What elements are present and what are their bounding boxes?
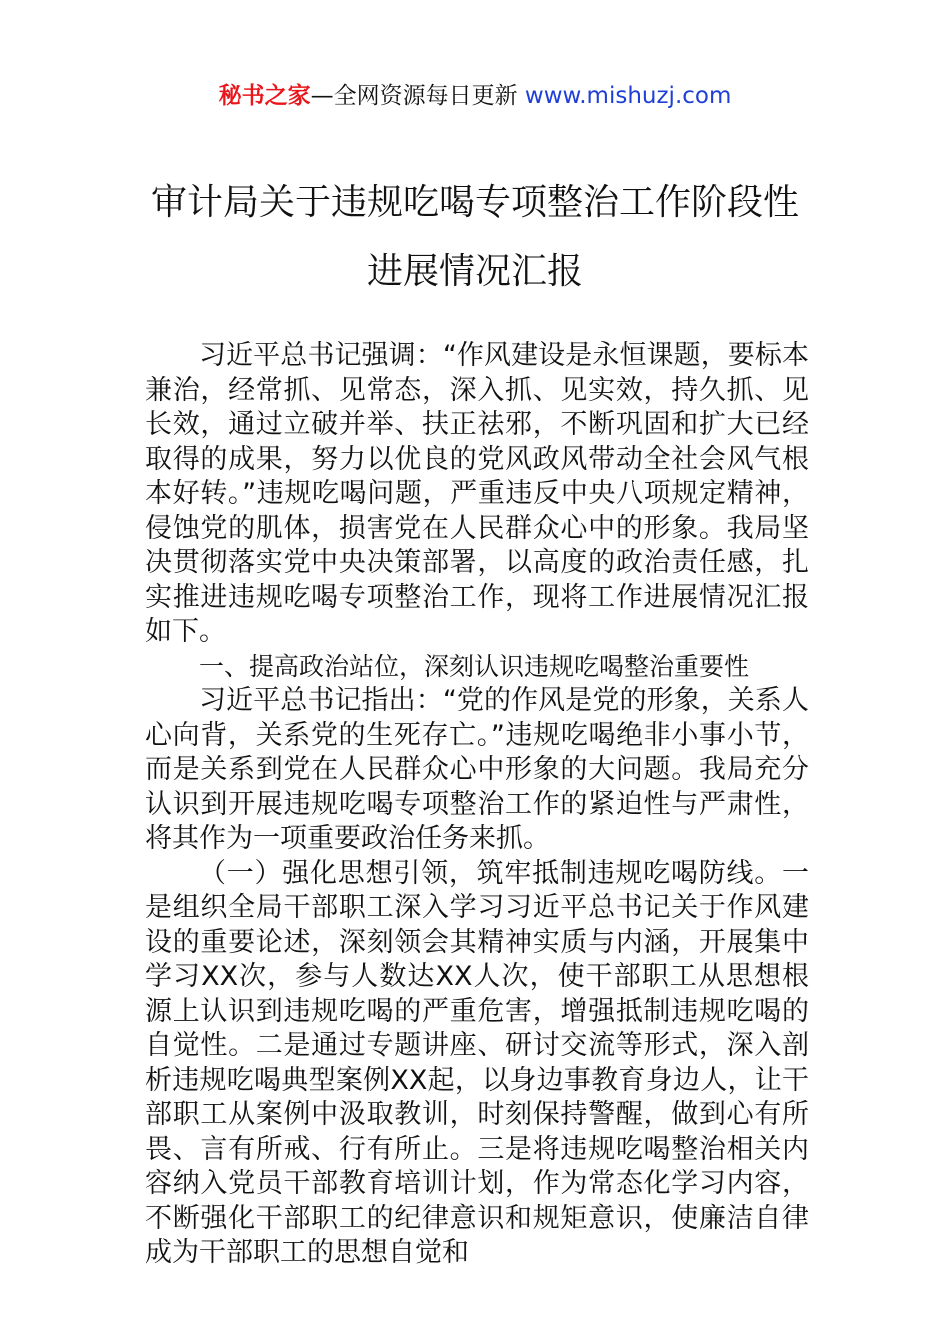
document-title-line-1: 审计局关于违规吃喝专项整治工作阶段性 [150,182,799,223]
site-header [0,80,950,112]
subsection-1-paragraph: （一）强化思想引领，筑牢抵制违规吃喝防线。一是组织全局干部职工深入学习习近平总书记关于作风建设的重要论述，深刻领会其精神实质与内涵，开展集中学习XX次，参与人数达XX人次，使干部职工从思想根源上认识到违规吃喝的严重危害，增强抵制违规吃喝的自觉性。二是通过专题讲座、研讨交流等形式，深入剖析违规吃喝典型案例XX起，以身边事教育身边人，让干部职工从案例中汲取教训，时刻保持警醒，做到心有所畏、言有所戒、行有所止。三是将违规吃喝整治相关内容纳入党员干部教育培训计划，作为常态化学习内容，不断强化干部职工的纪律意识和规矩意识，使廉洁自律成为干部职工的思想自觉和 [145,857,809,1268]
brand-name: 秘书之家 [218,83,311,109]
site-url-link[interactable]: www.mishuzj.com [524,83,732,109]
section-1-paragraph: 习近平总书记指出：“党的作风是党的形象，关系人心向背，关系党的生死存亡。”违规吃喝绝非小事小节，而是关系到党在人民群众心中形象的大问题。我局充分认识到开展违规吃喝专项整治工作的紧迫性与严肃性，将其作为一项重要政治任务来抓。 [145,685,809,854]
document-title-line-2: 进展情况汇报 [366,251,583,292]
section-heading-1: 一、提高政治站位，深刻认识违规吃喝整治重要性 [199,651,750,681]
document-body [145,339,809,1271]
intro-paragraph: 习近平总书记强调：“作风建设是永恒课题，要标本兼治，经常抓、见常态，深入抓、见实效，持久抓、见长效，通过立破并举、扶正祛邪，不断巩固和扩大已经取得的成果，努力以优良的党风政风带动全社会风气根本好转。”违规吃喝问题，严重违反中央八项规定精神，侵蚀党的肌体，损害党在人民群众心中的形象。我局坚决贯彻落实党中央决策部署，以高度的政治责任感，扎实推进违规吃喝专项整治工作，现将工作进展情况汇报如下。 [145,340,809,647]
header-tagline: —全网资源每日更新 [310,83,518,109]
